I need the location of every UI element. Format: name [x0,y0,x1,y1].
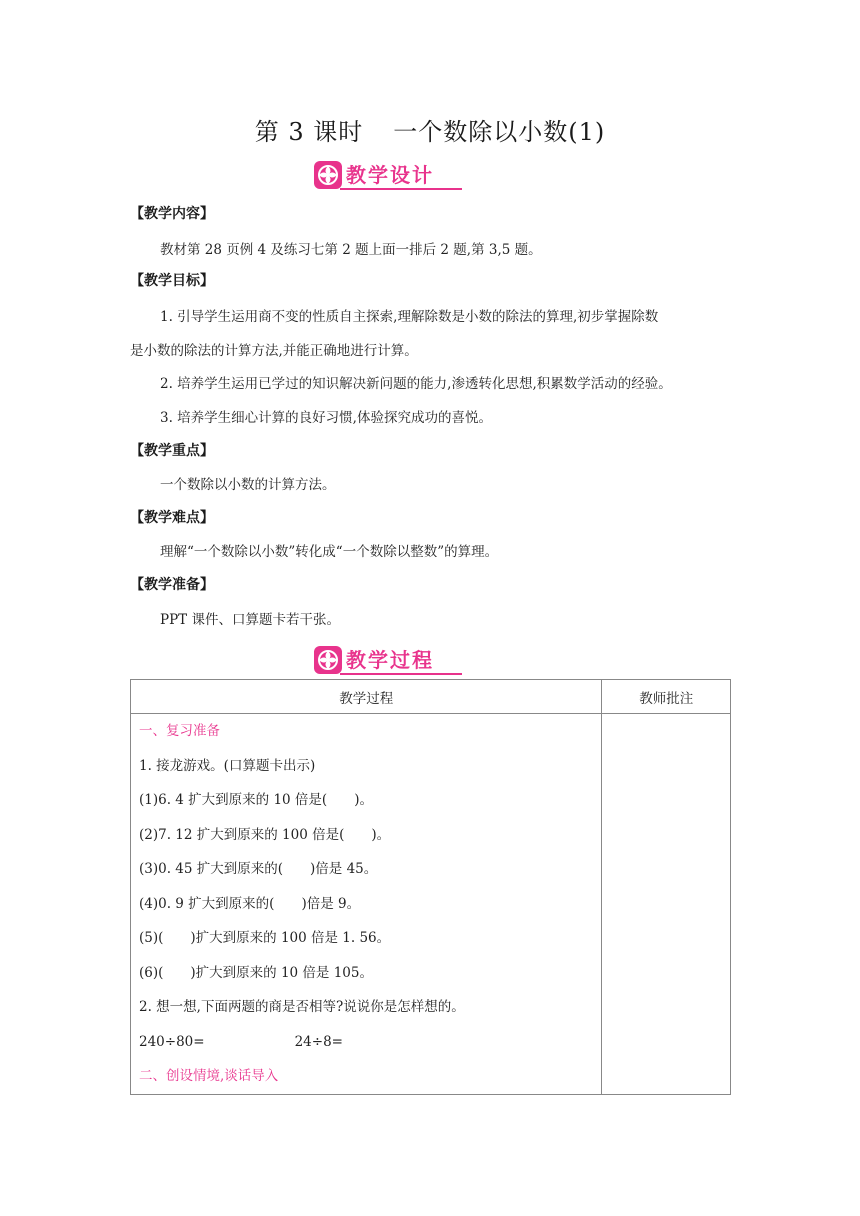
equation-1: 240÷80= [139,1033,205,1050]
goal-3: 3. 培养学生细心计算的良好习惯,体验探究成功的喜悦。 [160,410,492,426]
column-header-process: 教学过程 [131,680,602,714]
lesson-number: 第 3 课时 [254,118,364,146]
key-heading: 【教学重点】 [130,443,214,459]
table-row: 1. 接龙游戏。(口算题卡出示) [139,757,316,774]
prep-heading: 【教学准备】 [130,577,214,593]
section-heading-review: 一、复习准备 [139,723,220,739]
teacher-notes-cell [602,714,731,1095]
equation-2: 24÷8= [294,1033,343,1050]
banner-underline [340,673,462,675]
banner-label: 教学过程 [346,648,434,672]
key-text: 一个数除以小数的计算方法。 [160,477,336,493]
goals-heading: 【教学目标】 [130,273,214,289]
teaching-design-banner [314,161,448,189]
process-table [130,679,731,1095]
table-row: 2. 想一想,下面两题的商是否相等?说说你是怎样想的。 [139,999,465,1015]
table-row [131,1025,601,1060]
column-header-notes: 教师批注 [602,680,731,714]
teaching-process-banner [314,646,448,674]
banner-label: 教学设计 [346,163,434,187]
table-row: (1)6. 4 扩大到原来的 10 倍是( )。 [139,792,373,808]
table-row: (2)7. 12 扩大到原来的 100 倍是( )。 [139,826,391,843]
pinwheel-icon [314,161,342,189]
table-row: (6)( )扩大到原来的 10 倍是 105。 [139,964,373,981]
banner-underline [340,188,462,190]
difficulty-heading: 【教学难点】 [130,510,214,526]
page-title [0,112,860,147]
goal-1-line-1: 1. 引导学生运用商不变的性质自主探索,理解除数是小数的除法的算理,初步掌握除数 [160,309,659,325]
table-row: (3)0. 45 扩大到原来的( )倍是 45。 [139,861,378,877]
process-cell [131,714,602,1095]
content-heading: 【教学内容】 [130,206,214,222]
goal-2: 2. 培养学生运用已学过的知识解决新问题的能力,渗透转化思想,积累数学活动的经验。 [160,376,672,392]
difficulty-text: 理解“一个数除以小数”转化成“一个数除以整数”的算理。 [160,544,499,560]
lesson-topic: 一个数除以小数(1) [393,118,606,146]
section-heading-scenario: 二、创设情境,谈话导入 [139,1068,279,1084]
prep-text: PPT 课件、口算题卡若干张。 [160,612,340,628]
goal-1-line-2: 是小数的除法的计算方法,并能正确地进行计算。 [130,343,418,359]
table-row: (5)( )扩大到原来的 100 倍是 1. 56。 [139,930,391,946]
pinwheel-icon [314,646,342,674]
content-text: 教材第 28 页例 4 及练习七第 2 题上面一排后 2 题,第 3,5 题。 [160,242,542,258]
table-row: (4)0. 9 扩大到原来的( )倍是 9。 [139,895,361,912]
